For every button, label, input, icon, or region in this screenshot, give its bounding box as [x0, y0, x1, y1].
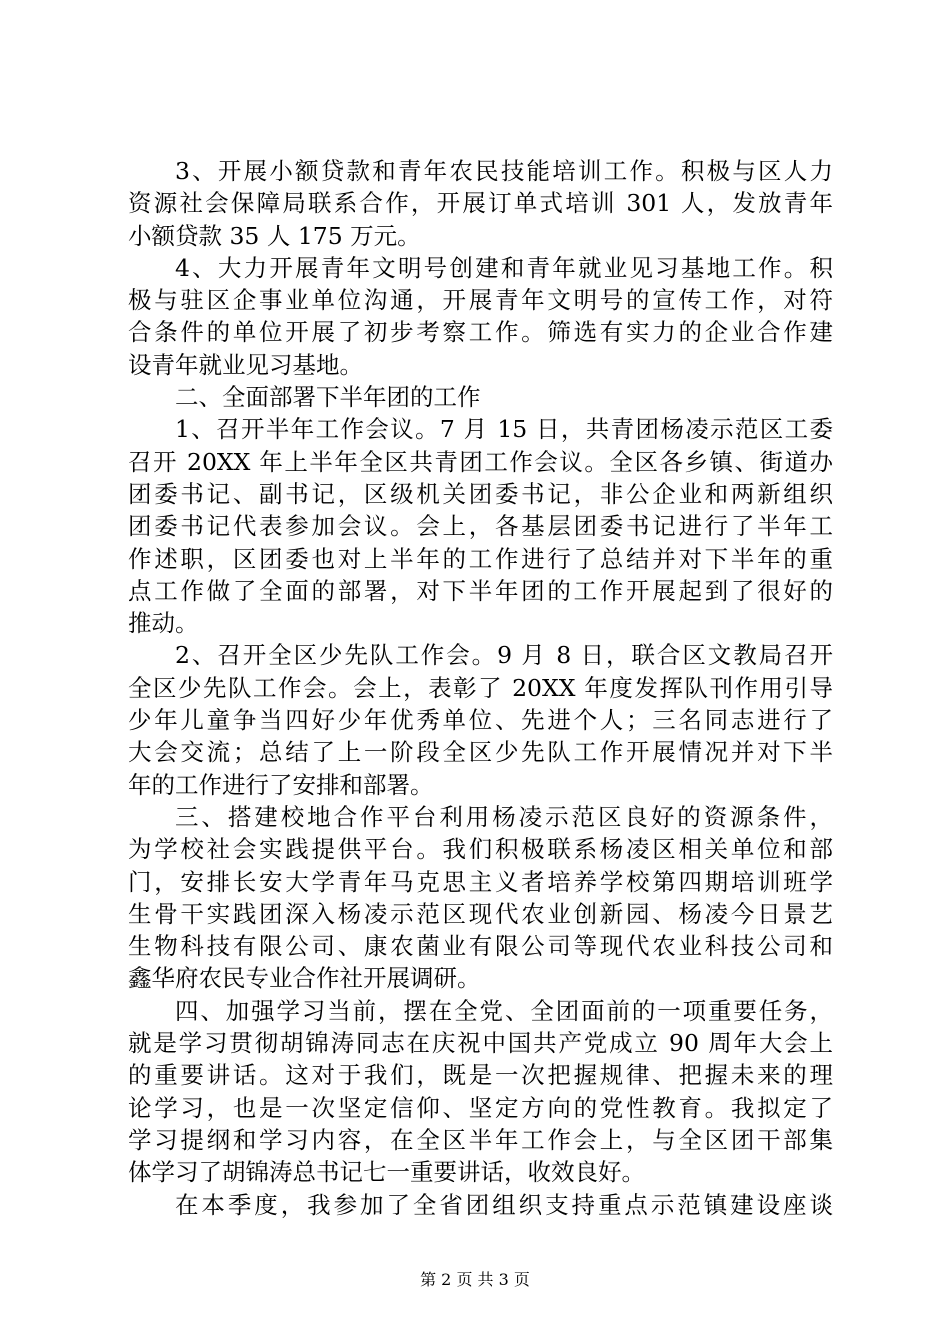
text-line: 小额贷款 35 人 175 万元。	[128, 221, 421, 250]
text-line: 二、全面部署下半年团的工作	[175, 383, 481, 412]
text-line: 团委书记、副书记，区级机关团委书记，非公企业和两新组织	[128, 479, 833, 508]
text-line: 就是学习贯彻胡锦涛同志在庆祝中国共产党成立 90 周年大会上	[128, 1029, 833, 1058]
text-line: 大会交流；总结了上一阶段全区少先队工作开展情况并对下半	[128, 738, 833, 767]
text-line: 三、搭建校地合作平台利用杨凌示范区良好的资源条件，	[175, 802, 833, 831]
text-line: 合条件的单位开展了初步考察工作。筛选有实力的企业合作建	[128, 318, 833, 347]
text-line: 3、开展小额贷款和青年农民技能培训工作。积极与区人力	[175, 157, 833, 185]
text-line: 论学习，也是一次坚定信仰、坚定方向的党性教育。我拟定了	[128, 1093, 833, 1122]
page-footer: 第 2 页 共 3 页	[420, 1270, 530, 1289]
text-line: 学习提纲和学习内容，在全区半年工作会上，与全区团干部集	[128, 1125, 833, 1154]
text-line: 少年儿童争当四好少年优秀单位、先进个人；三名同志进行了	[128, 706, 833, 735]
text-line: 点工作做了全面的部署，对下半年团的工作开展起到了很好的	[128, 576, 833, 605]
text-line: 4、大力开展青年文明号创建和青年就业见习基地工作。积	[175, 253, 833, 282]
text-line: 2、召开全区少先队工作会。9 月 8 日，联合区文教局召开	[175, 641, 833, 670]
text-line: 四、加强学习当前，摆在全党、全团面前的一项重要任务，	[175, 996, 833, 1025]
text-line: 年的工作进行了安排和部署。	[128, 770, 434, 799]
text-line: 召开 20XX 年上半年全区共青团工作会议。全区各乡镇、街道办	[128, 447, 833, 476]
text-line: 推动。	[128, 609, 199, 638]
text-line: 极与驻区企事业单位沟通，开展青年文明号的宣传工作，对符	[128, 286, 833, 315]
text-line: 体学习了胡锦涛总书记七一重要讲话，收效良好。	[128, 1158, 645, 1187]
text-line: 资源社会保障局联系合作，开展订单式培训 301 人，发放青年	[128, 189, 833, 218]
text-line: 生物科技有限公司、康农菌业有限公司等现代农业科技公司和	[128, 932, 833, 961]
body-text	[128, 155, 833, 1221]
text-line: 鑫华府农民专业合作社开展调研。	[128, 964, 481, 993]
text-line: 作述职，区团委也对上半年的工作进行了总结并对下半年的重	[128, 544, 833, 573]
text-line: 团委书记代表参加会议。会上，各基层团委书记进行了半年工	[128, 512, 833, 541]
text-line: 1、召开半年工作会议。7 月 15 日，共青团杨凌示范区工委	[175, 415, 833, 444]
text-line: 全区少先队工作会。会上，表彰了 20XX 年度发挥队刊作用引导	[128, 673, 833, 702]
text-line: 的重要讲话。这对于我们，既是一次把握规律、把握未来的理	[128, 1061, 833, 1090]
text-line: 在本季度，我参加了全省团组织支持重点示范镇建设座谈	[175, 1190, 833, 1219]
text-line: 生骨干实践团深入杨凌示范区现代农业创新园、杨凌今日景艺	[128, 899, 833, 928]
text-line: 为学校社会实践提供平台。我们积极联系杨凌区相关单位和部	[128, 835, 833, 864]
text-line: 门，安排长安大学青年马克思主义者培养学校第四期培训班学	[128, 867, 833, 896]
text-line: 设青年就业见习基地。	[128, 350, 363, 379]
